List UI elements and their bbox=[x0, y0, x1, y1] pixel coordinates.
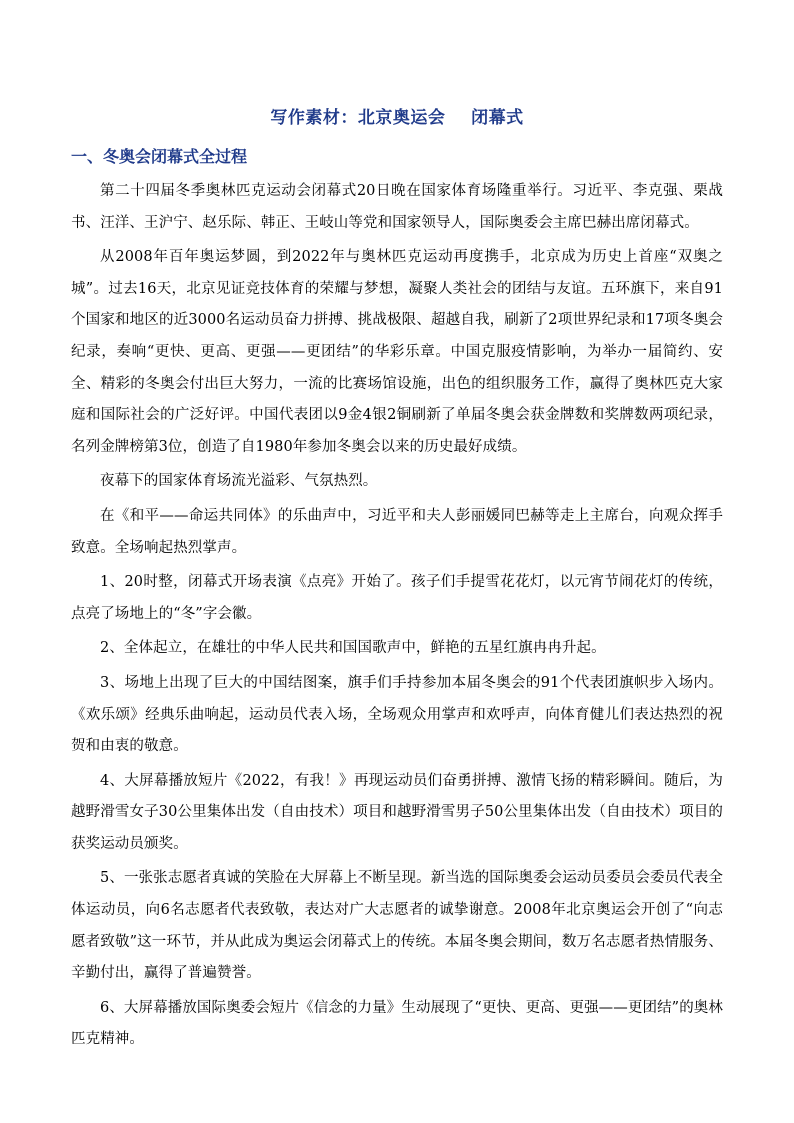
paragraph-leaders-arrive: 在《和平——命运共同体》的乐曲声中，习近平和夫人彭丽媛同巴赫等走上主席台，向观众挥手致意。全场响起热烈掌声。 bbox=[71, 507, 723, 556]
document-title: 写作素材：北京奥运会 闭幕式 bbox=[270, 108, 524, 128]
paragraph-intro: 第二十四届冬季奥林匹克运动会闭幕式20日晚在国家体育场隆重举行。习近平、李克强、栗战书、汪洋、王沪宁、赵乐际、韩正、王岐山等党和国家领导人，国际奥委会主席巴赫出席闭幕式。 bbox=[71, 183, 723, 231]
section-heading: 一、冬奥会闭幕式全过程 bbox=[71, 147, 248, 166]
paragraph-item-1: 1、20时整，闭幕式开场表演《点亮》开始了。孩子们手提雪花花灯，以元宵节闹花灯的传统，点亮了场地上的“冬”字会徽。 bbox=[71, 574, 723, 622]
paragraph-item-4: 4、大屏幕播放短片《2022，有我！》再现运动员们奋勇拼搏、激情飞扬的精彩瞬间。随后，为越野滑雪女子30公里集体出发（自由技术）项目和越野滑雪男子50公里集体出发（自由技术）项目的获奖运动员颁奖。 bbox=[71, 772, 723, 852]
paragraph-olympic-summary: 从2008年百年奥运梦圆，到2022年与奥林匹克运动再度携手，北京成为历史上首座“双奥之城”。过去16天，北京见证竞技体育的荣耀与梦想，凝聚人类社会的团结与友谊。五环旗下，来自91个国家和地区的近3000名运动员奋力拼搏、挑战极限、超越自我，刷新了2项世界纪录和17项冬奥会纪录，奏响“更快、更高、更强——更团结”的华彩乐章。中国克服疫情影响，为举办一届简约、安全、精彩的冬奥会付出巨大努力，一流的比赛场馆设施，出色的组织服务工作，赢得了奥林匹克大家庭和国际社会的广泛好评。中国代表团以9金4银2铜刷新了单届冬奥会获金牌数和奖牌数两项纪录，名列金牌榜第3位，创造了自1980年参加冬奥会以来的历史最好成绩。 bbox=[71, 249, 723, 455]
document-body bbox=[71, 176, 723, 1059]
paragraph-item-6: 6、大屏幕播放国际奥委会短片《信念的力量》生动展现了“更快、更高、更强——更团结”的奥林匹克精神。 bbox=[71, 999, 723, 1048]
paragraph-item-5: 5、一张张志愿者真诚的笑脸在大屏幕上不断呈现。新当选的国际奥委会运动员委员会委员代表全体运动员，向6名志愿者代表致敬，表达对广大志愿者的诚挚谢意。2008年北京奥运会开创了“向志愿者致敬”这一环节，并从此成为奥运会闭幕式上的传统。本届冬奥会期间，数万名志愿者热情服务、辛勤付出，赢得了普遍赞誉。 bbox=[71, 870, 723, 982]
paragraph-item-3: 3、场地上出现了巨大的中国结图案，旗手们手持参加本届冬奥会的91个代表团旗帜步入场内。《欢乐颂》经典乐曲响起，运动员代表入场，全场观众用掌声和欢呼声，向体育健儿们表达热烈的祝贺和由衷的敬意。 bbox=[71, 674, 723, 755]
paragraph-night-stadium: 夜幕下的国家体育场流光溢彩、气氛热烈。 bbox=[100, 473, 378, 490]
paragraph-item-2: 2、全体起立，在雄壮的中华人民共和国国歌声中，鲜艳的五星红旗冉冉升起。 bbox=[100, 640, 606, 657]
